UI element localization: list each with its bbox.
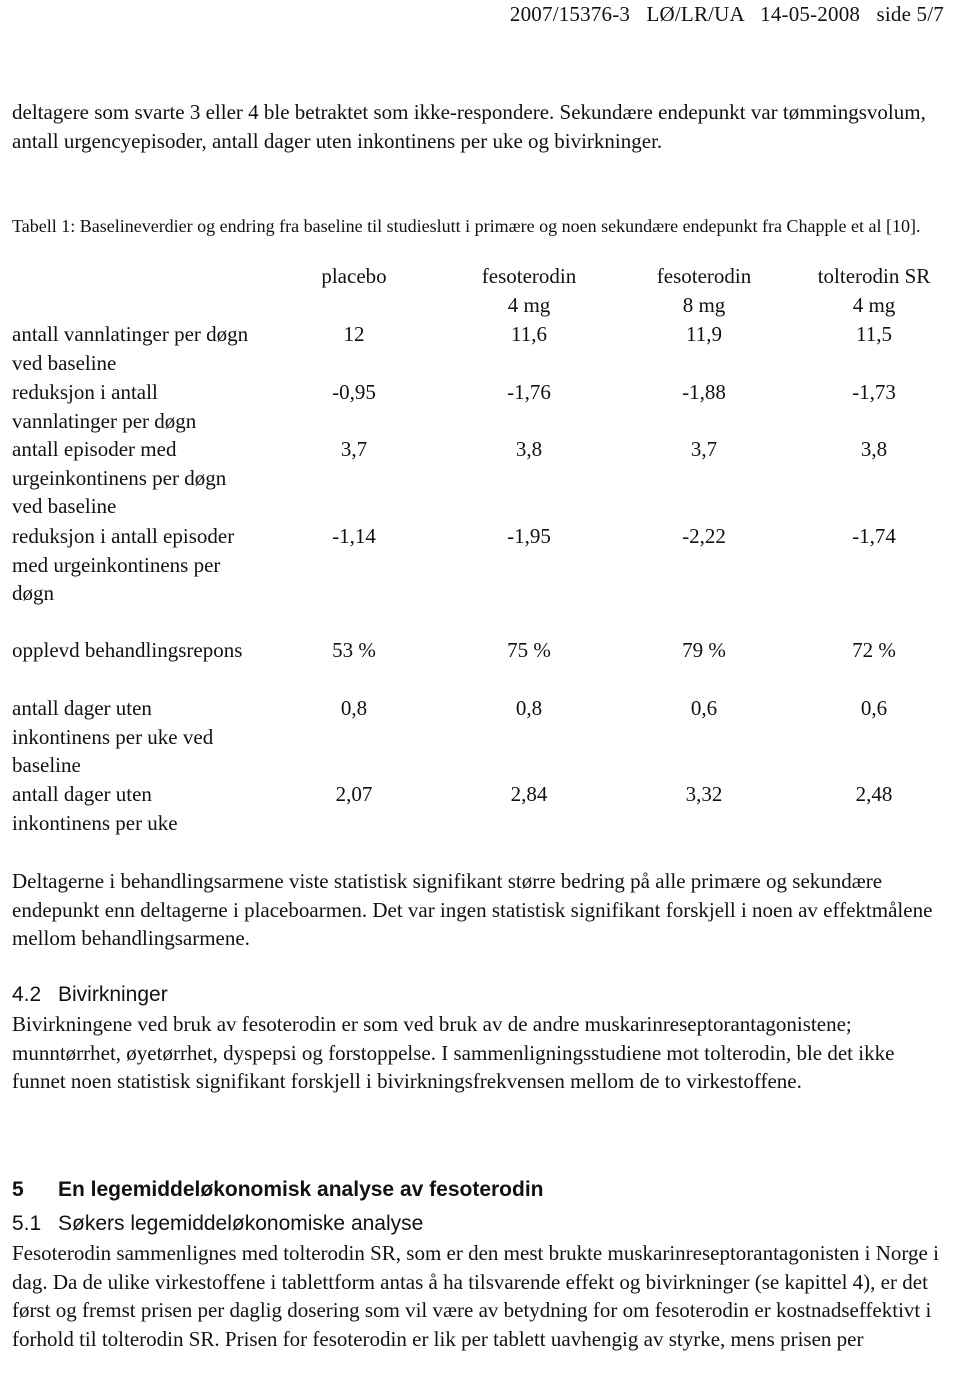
table-cell: 12 [343,322,365,346]
table-cell: -1,76 [507,380,551,404]
table-cell: 72 % [852,638,896,662]
economic-analysis-paragraph: Fesoterodin sammenlignes med tolterodin SR, som er den mest brukte muskarinreseptorantagonisten i Norge i dag. Da de ulike virkestoffene i tablettform antas å ha tilsvarende effekt og bivirkninger (se kapittel 4), er det først og fremst prisen per daglig dosering som vil være av betydning for om fesoterodin er kostnadseffektivt i forhold til tolterodin SR. Prisen for fesoterodin er lik per tablett uavhengig av styrke, mens prisen per [12,1241,939,1351]
row-label: antall episoder med urgeinkontinens per døgn ved baseline [12,437,227,519]
page-number: side 5/7 [876,2,944,26]
table-caption: Tabell 1: Baselineverdier og endring fra baseline til studieslutt i primære og noen sekundære endepunkt fra Chapple et al [10]. [12,216,921,236]
table-cell: 11,5 [856,322,892,346]
table-cell: 11,9 [686,322,722,346]
column-header-fesoterodin-8mg: fesoterodin 8 mg [656,264,752,317]
section-heading-4-2 [12,981,168,1009]
table-cell: 3,32 [685,782,723,806]
row-label: antall dager uten inkontinens per uke [12,782,178,835]
table-cell: 3,7 [690,437,718,461]
table-cell: 75 % [507,638,551,662]
section-number: 5.1 [12,1212,42,1235]
section-number: 5 [12,1178,24,1201]
table-cell: 11,6 [511,322,547,346]
table-cell: -2,22 [682,524,726,548]
table-cell: 3,8 [515,437,543,461]
row-label: antall vannlatinger per døgn ved baseline [12,322,249,375]
table-cell: 79 % [682,638,726,662]
table-cell: 0,8 [340,696,368,720]
table-cell: 53 % [332,638,376,662]
column-header-fesoterodin-4mg: fesoterodin 4 mg [481,264,577,317]
table-cell: -1,88 [682,380,726,404]
section-heading-5-1 [12,1210,423,1238]
table-cell: -1,95 [507,524,551,548]
table-cell: -1,73 [852,380,896,404]
section-number: 4.2 [12,983,42,1006]
table-cell: -0,95 [332,380,376,404]
row-label: reduksjon i antall vannlatinger per døgn [12,380,197,433]
initials: LØ/LR/UA [646,2,744,26]
section-title: En legemiddeløkonomisk analyse av fesoterodin [58,1178,544,1201]
results-paragraph: Deltagerne i behandlingsarmene viste statistisk signifikant større bedring på alle primære og sekundære endepunkt enn deltagerne i placeboarmen. Det var ingen statistisk signifikant forskjell i noen av effektmålene mellom behandlingsarmene. [12,869,933,951]
table-cell: -1,74 [852,524,896,548]
table-cell: 2,07 [335,782,373,806]
section-title: Bivirkninger [58,983,168,1006]
side-effects-paragraph: Bivirkningene ved bruk av fesoterodin er som ved bruk av de andre muskarinreseptorantagonistene; munntørrhet, øyetørrhet, dyspepsi og forstoppelse. I sammenligningsstudiene mot tolterodin, ble det ikke funnet noen statistisk signifikant forskjell i bivirkningsfrekvensen mellom de to virkestoffene. [12,1012,895,1094]
section-heading-5 [12,1176,543,1204]
row-label: opplevd behandlingsrepons [12,638,243,662]
intro-paragraph: deltagere som svarte 3 eller 4 ble betraktet som ikke-respondere. Sekundære endepunkt var tømmingsvolum, antall urgencyepisoder, antall dager uten inkontinens per uke og bivirkninger. [12,100,926,153]
table-cell: 3,7 [340,437,368,461]
row-label: antall dager uten inkontinens per uke ved baseline [12,696,214,778]
case-number: 2007/15376-3 [509,2,631,26]
table-cell: 0,6 [690,696,718,720]
document-date: 14-05-2008 [760,2,861,26]
column-header-placebo: placebo [321,264,387,288]
table-cell: 2,84 [510,782,548,806]
page-header [510,2,944,27]
column-header-tolterodin-sr: tolterodin SR 4 mg [817,264,931,317]
table-cell: -1,14 [332,524,376,548]
row-label: reduksjon i antall episoder med urgeinkontinens per døgn [12,524,235,606]
table-cell: 3,8 [860,437,888,461]
table-cell: 0,6 [860,696,888,720]
table-cell: 0,8 [515,696,543,720]
table-header [12,262,952,320]
table-cell: 2,48 [855,782,893,806]
section-title: Søkers legemiddeløkonomiske analyse [58,1212,424,1235]
